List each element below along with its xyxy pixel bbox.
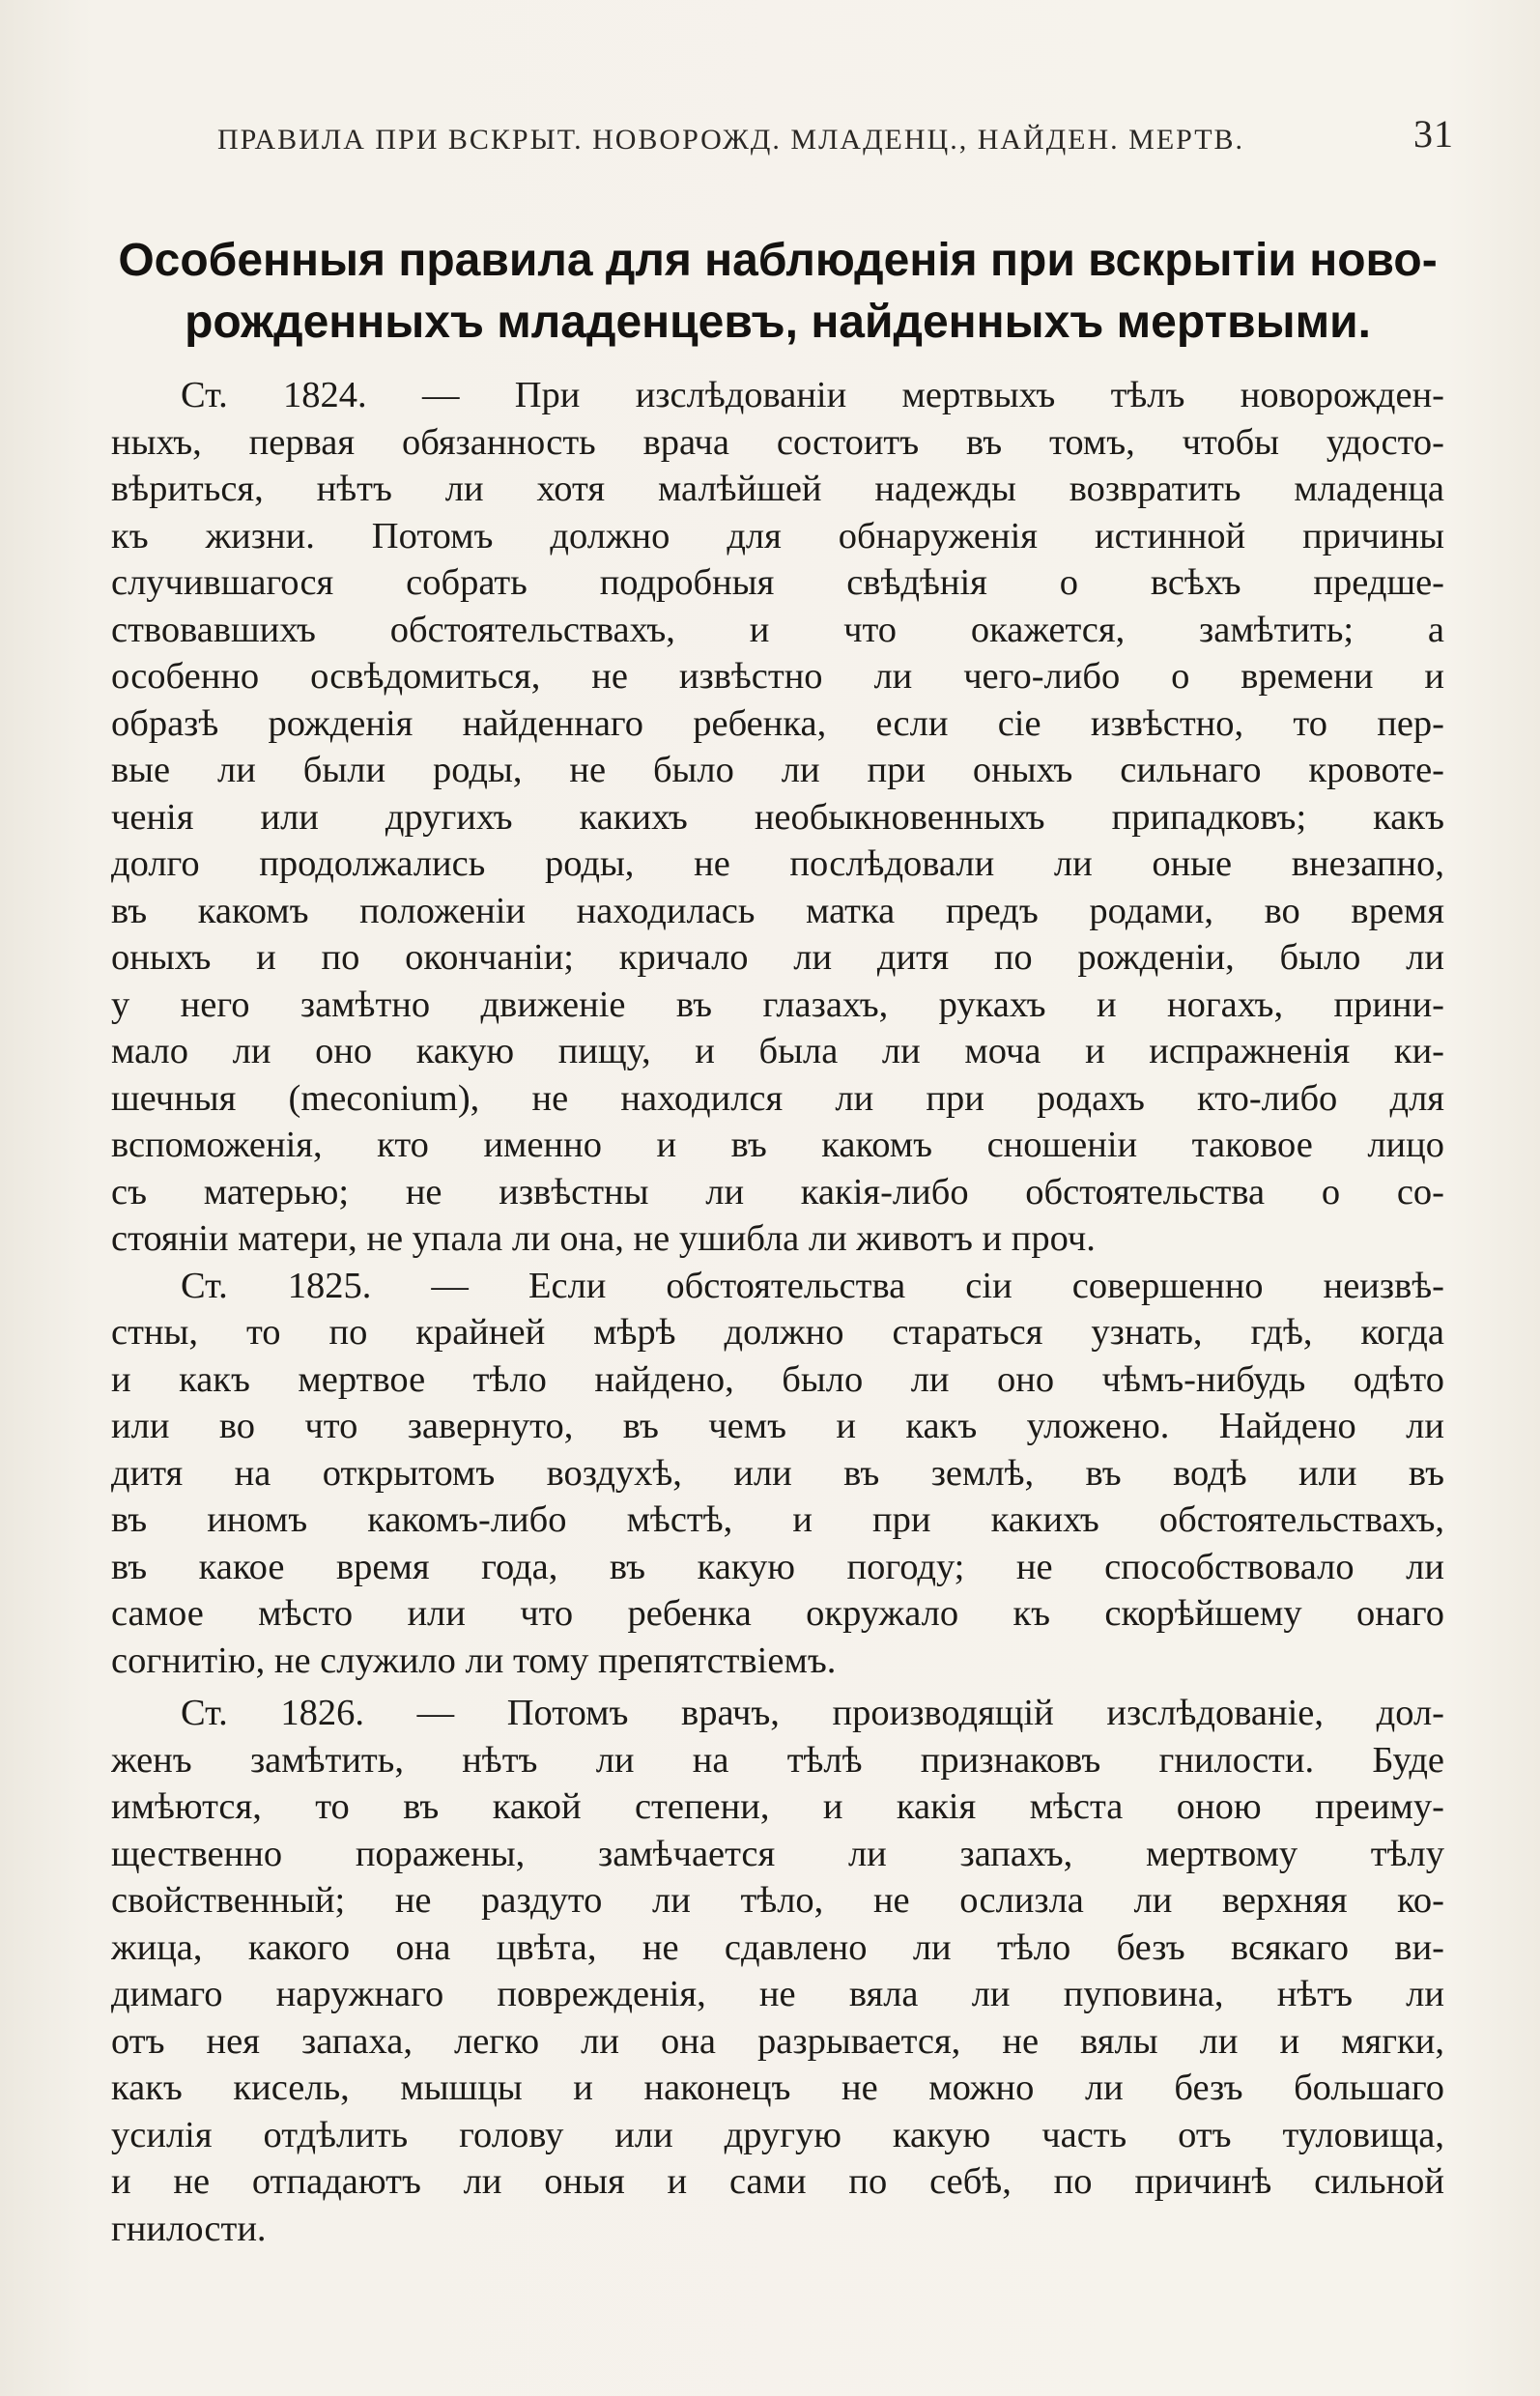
text-line: въ какое время года, въ какую погоду; не способствовало ли bbox=[111, 1546, 1444, 1587]
paragraph-article-1826 bbox=[111, 1690, 1444, 2252]
text-line: или во что завернуто, въ чемъ и какъ уложено. Найдено ли bbox=[111, 1406, 1444, 1446]
text-line: ченія или другихъ какихъ необыкновенныхъ припадковъ; какъ bbox=[111, 796, 1444, 838]
text-line: оныхъ и по окончаніи; кричало ли дитя по рожденіи, было ли bbox=[111, 937, 1444, 978]
text-line: шечныя (meconium), не находился ли при родахъ кто-либо для bbox=[111, 1077, 1444, 1119]
text-line: и не отпадаютъ ли оныя и сами по себѣ, по причинѣ сильной bbox=[111, 2161, 1444, 2202]
page-number: 31 bbox=[1413, 112, 1454, 156]
article-body bbox=[111, 372, 1444, 2252]
text-line: имѣются, то въ какой степени, и какія мѣста оною преиму- bbox=[111, 1786, 1444, 1827]
text-line: димаго наружнаго поврежденія, не вяла ли пуповина, нѣтъ ли bbox=[111, 1974, 1444, 2014]
text-line: мало ли оно какую пищу, и была ли моча и испражненія ки- bbox=[111, 1031, 1444, 1071]
title-line: Особенныя правила для наблюденія при вскрытіи ново- bbox=[118, 235, 1438, 286]
text-line: ныхъ, первая обязанность врача состоитъ въ томъ, чтобы удосто- bbox=[111, 421, 1444, 463]
text-line: особенно освѣдомиться, не извѣстно ли чего-либо о времени и bbox=[111, 656, 1444, 697]
text-line: вспоможенія, кто именно и въ какомъ сношеніи таковое лицо bbox=[111, 1125, 1444, 1165]
running-head bbox=[217, 108, 1454, 157]
text-line: и какъ мертвое тѣло найдено, было ли оно чѣмъ-нибудь одѣто bbox=[111, 1358, 1444, 1400]
text-line: вые ли были роды, не было ли при оныхъ сильнаго кровоте- bbox=[111, 750, 1444, 790]
text-line: согнитію, не служило ли тому препятствіемъ. bbox=[111, 1640, 837, 1681]
title-line: рожденныхъ младенцевъ, найденныхъ мертвыми. bbox=[185, 297, 1371, 348]
text-line: съ матерью; не извѣстны ли какія-либо обстоятельства о со- bbox=[111, 1171, 1444, 1212]
text-line: въ иномъ какомъ-либо мѣстѣ, и при какихъ обстоятельствахъ, bbox=[111, 1499, 1444, 1540]
text-line: самое мѣсто или что ребенка окружало къ скорѣйшему онаго bbox=[111, 1593, 1444, 1634]
text-line: Ст. 1826. — Потомъ врачъ, производящій изслѣдованіе, дол- bbox=[181, 1693, 1444, 1733]
paragraph-article-1824 bbox=[111, 372, 1444, 1263]
text-line: дитя на открытомъ воздухѣ, или въ землѣ, въ водѣ или въ bbox=[111, 1452, 1444, 1494]
text-line: ствовавшихъ обстоятельствахъ, и что окажется, замѣтить; а bbox=[111, 609, 1444, 650]
text-line: усилія отдѣлить голову или другую какую часть отъ туловища, bbox=[111, 2114, 1444, 2155]
text-line: отъ нея запаха, легко ли она разрывается, не вялы ли и мягки, bbox=[111, 2020, 1444, 2062]
running-head-text: ПРАВИЛА ПРИ ВСКРЫТ. НОВОРОЖД. МЛАДЕНЦ., НАЙДЕН. МЕРТВ. bbox=[217, 124, 1245, 156]
section-title bbox=[111, 230, 1444, 354]
text-line: въ какомъ положеніи находилась матка предъ родами, во время bbox=[111, 890, 1444, 931]
text-line: жица, какого она цвѣта, не сдавлено ли тѣло безъ всякаго ви- bbox=[111, 1926, 1444, 1968]
text-line: случившагося собрать подробныя свѣдѣнія о всѣхъ предше- bbox=[111, 562, 1444, 603]
text-line: женъ замѣтить, нѣтъ ли на тѣлѣ признаковъ гнилости. Буде bbox=[111, 1739, 1444, 1781]
text-line: щественно поражены, замѣчается ли запахъ, мертвому тѣлу bbox=[111, 1833, 1444, 1874]
text-line: свойственный; не раздуто ли тѣло, не ослизла ли верхняя ко- bbox=[111, 1880, 1444, 1921]
text-line: у него замѣтно движеніе въ глазахъ, рукахъ и ногахъ, прини- bbox=[111, 984, 1444, 1025]
paragraph-article-1825 bbox=[111, 1263, 1444, 1685]
text-line: стояніи матери, не упала ли она, не ушибла ли животъ и проч. bbox=[111, 1218, 1096, 1259]
text-line: какъ кисель, мышцы и наконецъ не можно ли безъ большаго bbox=[111, 2068, 1444, 2108]
text-line: вѣриться, нѣтъ ли хотя малѣйшей надежды возвратить младенца bbox=[111, 469, 1444, 509]
text-line: долго продолжались роды, не послѣдовали ли оные внезапно, bbox=[111, 843, 1444, 884]
text-line: Ст. 1825. — Если обстоятельства сіи совершенно неизвѣ- bbox=[181, 1265, 1444, 1306]
text-line: стны, то по крайней мѣрѣ должно стараться узнать, гдѣ, когда bbox=[111, 1312, 1444, 1353]
text-line: образѣ рожденія найденнаго ребенка, если сіе извѣстно, то пер- bbox=[111, 702, 1444, 744]
text-line: къ жизни. Потомъ должно для обнаруженія истинной причины bbox=[111, 515, 1444, 556]
text-line: гнилости. bbox=[111, 2208, 267, 2249]
text-line: Ст. 1824. — При изслѣдованіи мертвыхъ тѣлъ новорожден- bbox=[181, 375, 1444, 415]
